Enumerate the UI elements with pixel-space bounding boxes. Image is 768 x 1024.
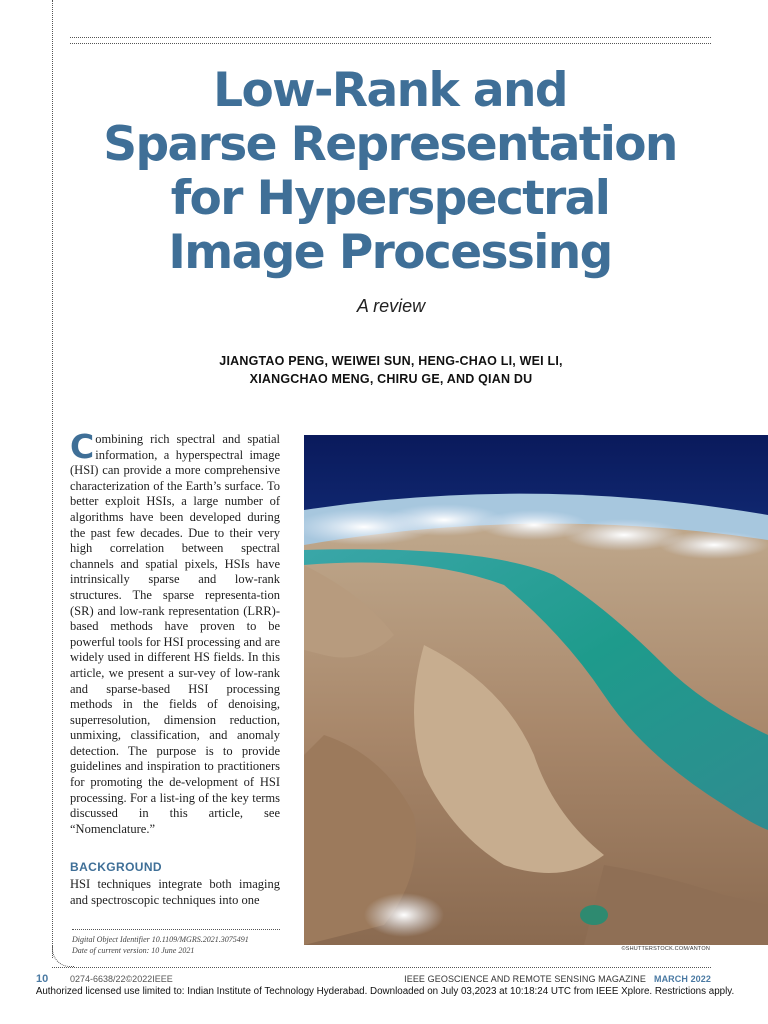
journal-title: IEEE GEOSCIENCE AND REMOTE SENSING MAGAZINE — [404, 974, 646, 984]
page-number: 10 — [36, 973, 49, 985]
background-paragraph: HSI techniques integrate both imaging and spectroscopic techniques into one — [70, 877, 280, 907]
issn-copyright: 0274-6638/22©2022IEEE — [70, 974, 173, 984]
abstract-paragraph — [70, 427, 280, 837]
author-line: JIANGTAO PENG, WEIWEI SUN, HENG-CHAO LI, WEI LI, — [219, 354, 563, 368]
issue-month: MARCH 2022 — [653, 974, 711, 984]
top-dotted-rule — [70, 37, 711, 44]
title-line: Sparse Representation — [103, 117, 677, 172]
author-list — [0, 352, 768, 388]
article-subtitle: A review — [356, 296, 426, 316]
page-footer — [36, 974, 711, 986]
doi-block — [72, 935, 249, 956]
doi-dotted-rule — [72, 929, 280, 930]
earth-satellite-image — [304, 435, 768, 945]
drop-cap: C — [70, 427, 95, 466]
article-title — [60, 64, 720, 280]
title-line: for Hyperspectral — [170, 171, 610, 226]
journal-name — [404, 974, 711, 984]
author-line: XIANGCHAO MENG, CHIRU GE, AND QIAN DU — [249, 372, 533, 386]
photo-credit: ©SHUTTERSTOCK.COM/ANTON — [621, 946, 710, 952]
doi-date: Date of current version: 10 June 2021 — [72, 945, 195, 955]
doi-identifier: Digital Object Identifier 10.1109/MGRS.2021.3075491 — [72, 935, 249, 944]
bottom-dotted-rule — [52, 967, 711, 968]
section-heading-background: BACKGROUND — [70, 860, 162, 874]
license-notice: Authorized licensed use limited to: Indian Institute of Technology Hyderabad. Downloaded on July 03,2023 at 10:18:24 UTC from IEEE Xplore. Restrictions apply. — [35, 986, 735, 997]
left-dotted-rule — [52, 0, 53, 958]
abstract-text: ombining rich spectral and spatial information, a hyperspectral image (HSI) can provide a more comprehensive characterization of the Earth’s surface. To better exploit HSIs, a large number of algorithms have been developed during the past few decades. Due to their very high correlation between spectral channels and spatial pixels, HSIs have intrinsically sparse and low-rank structures. The sparse representa-tion (SR) and low-rank representation (LRR)-based methods have proven to be powerful tools for HSI processing and are widely used in different HS fields. In this article, we present a sur-vey of low-rank and sparse-based HSI processing methods in the fields of denoising, superresolution, dimension reduction, unmixing, classification, and anomaly detection. The purpose is to provide guidelines and inspiration to practitioners for promoting the de-velopment of HSI processing. For a list-ing of the key terms discussed in this article, see “Nomenclature.” — [70, 432, 280, 836]
corner-dotted-curve — [52, 945, 74, 967]
title-line: Image Processing — [168, 225, 612, 280]
title-line: Low-Rank and — [213, 63, 567, 118]
